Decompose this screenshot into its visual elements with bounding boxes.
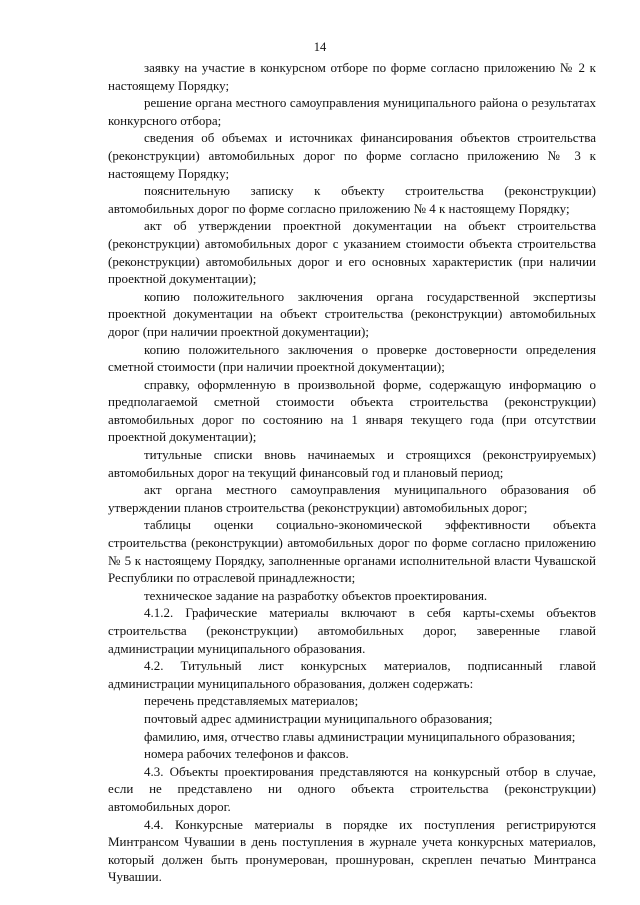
paragraph: почтовый адрес администрации муниципального образования;	[144, 710, 493, 726]
paragraph: копию положительного заключения о проверке достоверности определения сметной стоимости (при наличии проектной документации);	[108, 341, 596, 375]
paragraph: копию положительного заключения органа государственной экспертизы проектной документации на объект строительства (реконструкции) автомобильных дорог (при наличии проектной документации);	[108, 288, 596, 339]
paragraph: 4.4. Конкурсные материалы в порядке их поступления регистрируются Минтрансом Чувашии в день поступления в журнале учета конкурсных материалов, который должен быть пронумерован, прошнурован, скреплен печатью Минтранса Чувашии.	[108, 816, 596, 885]
paragraph: заявку на участие в конкурсном отборе по форме согласно приложению № 2 к настоящему Порядку;	[108, 60, 596, 93]
paragraph: решение органа местного самоуправления муниципального района о результатах конкурсного отбора;	[108, 95, 596, 128]
paragraph: таблицы оценки социально-экономической эффективности объекта строительства (реконструкции) автомобильных дорог по форме согласно приложению № 5 к настоящему Порядку, заполненные органами исполнительной власти Чувашской Республики по отраслевой принадлежности;	[108, 517, 596, 586]
paragraph: акт органа местного самоуправления муниципального образования об утверждении планов строительства (реконструкции) автомобильных дорог;	[108, 482, 596, 515]
paragraph: номера рабочих телефонов и факсов.	[144, 746, 349, 762]
paragraph: перечень представляемых материалов;	[144, 693, 359, 709]
page-number: 14	[313, 40, 327, 54]
paragraph: фамилию, имя, отчество главы администрации муниципального образования;	[144, 728, 576, 744]
paragraph: 4.3. Объекты проектирования представляются на конкурсный отбор в случае, если не представлено ни одного объекта строительства (реконструкции) автомобильных дорог.	[108, 763, 596, 814]
paragraph: 4.1.2. Графические материалы включают в себя карты-схемы объектов строительства (реконструкции) автомобильных дорог, заверенные главой администрации муниципального образования.	[108, 605, 596, 656]
paragraph: сведения об объемах и источниках финансирования объектов строительства (реконструкции) автомобильных дорог по форме согласно приложению № 3 к настоящему Порядку;	[108, 130, 596, 181]
paragraph: справку, оформленную в произвольной форме, содержащую информацию о предполагаемой сметной стоимости объекта строительства (реконструкции) автомобильных дорог по состоянию на 1 января текущего года (при отсутствии проектной документации);	[108, 376, 596, 445]
paragraph: титульные списки вновь начинаемых и строящихся (реконструируемых) автомобильных дорог на текущий финансовый год и плановый период;	[108, 447, 596, 480]
document-body	[108, 59, 596, 886]
paragraph: акт об утверждении проектной документации на объект строительства (реконструкции) автомобильных дорог с указанием стоимости объекта строительства (реконструкции) автомобильных дорог и его основных характеристик (при наличии проектной документации);	[108, 218, 596, 287]
paragraph: пояснительную записку к объекту строительства (реконструкции) автомобильных дорог по форме согласно приложению № 4 к настоящему Порядку;	[108, 183, 596, 216]
paragraph: 4.2. Титульный лист конкурсных материалов, подписанный главой администрации муниципального образования, должен содержать:	[108, 658, 596, 691]
paragraph: техническое задание на разработку объектов проектирования.	[144, 587, 488, 603]
